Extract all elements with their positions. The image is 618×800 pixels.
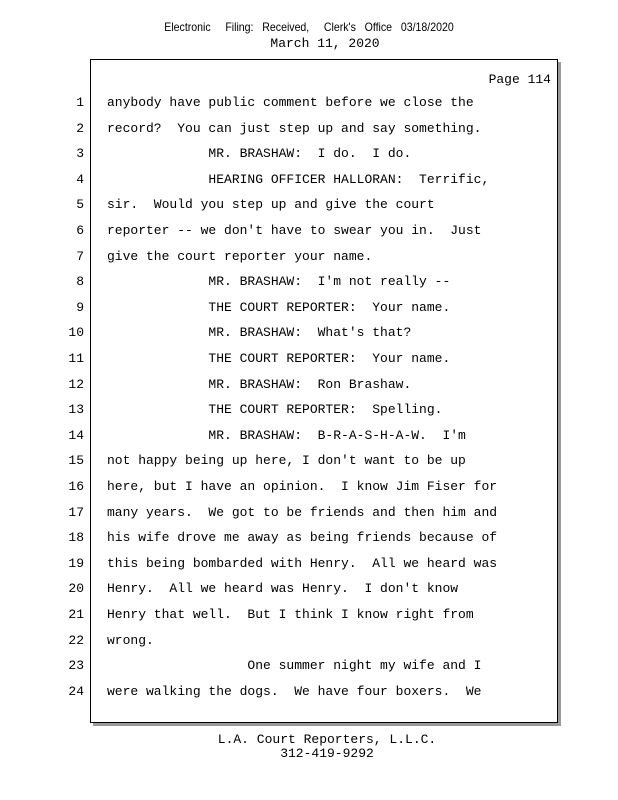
hearing-date: March 11, 2020 — [270, 36, 380, 51]
line-number: 6 — [76, 223, 84, 238]
line-number: 22 — [68, 633, 84, 648]
transcript-line: wrong. — [107, 633, 154, 648]
line-number: 19 — [68, 556, 84, 571]
transcript-line: THE COURT REPORTER: Your name. — [107, 300, 451, 315]
line-number: 9 — [76, 300, 84, 315]
page-number: Page 114 — [488, 72, 551, 87]
transcript-line: anybody have public comment before we close the — [107, 95, 474, 110]
line-number: 15 — [68, 453, 84, 468]
court-reporter-name: L.A. Court Reporters, L.L.C. — [217, 732, 437, 747]
line-number: 5 — [76, 197, 84, 212]
line-number: 2 — [76, 121, 84, 136]
transcript-line: not happy being up here, I don't want to be up — [107, 453, 466, 468]
line-number: 12 — [68, 377, 84, 392]
transcript-line: Henry. All we heard was Henry. I don't know — [107, 581, 459, 596]
transcript-line: sir. Would you step up and give the court — [107, 197, 435, 212]
line-number: 8 — [76, 274, 84, 289]
transcript-line: Henry that well. But I think I know right from — [107, 607, 474, 622]
transcript-line: MR. BRASHAW: B-R-A-S-H-A-W. I'm — [107, 428, 466, 443]
line-number: 4 — [76, 172, 84, 187]
line-number: 17 — [68, 505, 84, 520]
electronic-filing-stamp: Electronic Filing: Received, Clerk's Office 03/18/2020 — [164, 20, 454, 34]
line-number: 20 — [68, 581, 84, 596]
line-number: 10 — [68, 325, 84, 340]
line-number: 23 — [68, 658, 84, 673]
transcript-line: MR. BRASHAW: Ron Brashaw. — [107, 377, 412, 392]
transcript-line: his wife drove me away as being friends because of — [107, 530, 498, 545]
court-reporter-phone: 312-419-9292 — [280, 746, 374, 761]
transcript-line: MR. BRASHAW: What's that? — [107, 325, 412, 340]
line-number: 18 — [68, 530, 84, 545]
transcript-line: this being bombarded with Henry. All we heard was — [107, 556, 498, 571]
transcript-line: HEARING OFFICER HALLORAN: Terrific, — [107, 172, 490, 187]
line-number: 1 — [76, 95, 84, 110]
line-number: 14 — [68, 428, 84, 443]
line-number: 3 — [76, 146, 84, 161]
transcript-line: were walking the dogs. We have four boxers. We — [107, 684, 482, 699]
line-number: 11 — [68, 351, 84, 366]
transcript-line: reporter -- we don't have to swear you in. Just — [107, 223, 482, 238]
line-number: 24 — [68, 684, 84, 699]
transcript-line: MR. BRASHAW: I do. I do. — [107, 146, 412, 161]
transcript-line: many years. We got to be friends and then him and — [107, 505, 498, 520]
transcript-line: record? You can just step up and say something. — [107, 121, 482, 136]
transcript-line: One summer night my wife and I — [107, 658, 482, 673]
transcript-line: here, but I have an opinion. I know Jim Fiser for — [107, 479, 498, 494]
line-number: 16 — [68, 479, 84, 494]
transcript-line: MR. BRASHAW: I'm not really -- — [107, 274, 451, 289]
line-number: 21 — [68, 607, 84, 622]
transcript-line: give the court reporter your name. — [107, 249, 373, 264]
transcript-line: THE COURT REPORTER: Your name. — [107, 351, 451, 366]
line-number: 7 — [76, 249, 84, 264]
transcript-line: THE COURT REPORTER: Spelling. — [107, 402, 443, 417]
line-number: 13 — [68, 402, 84, 417]
